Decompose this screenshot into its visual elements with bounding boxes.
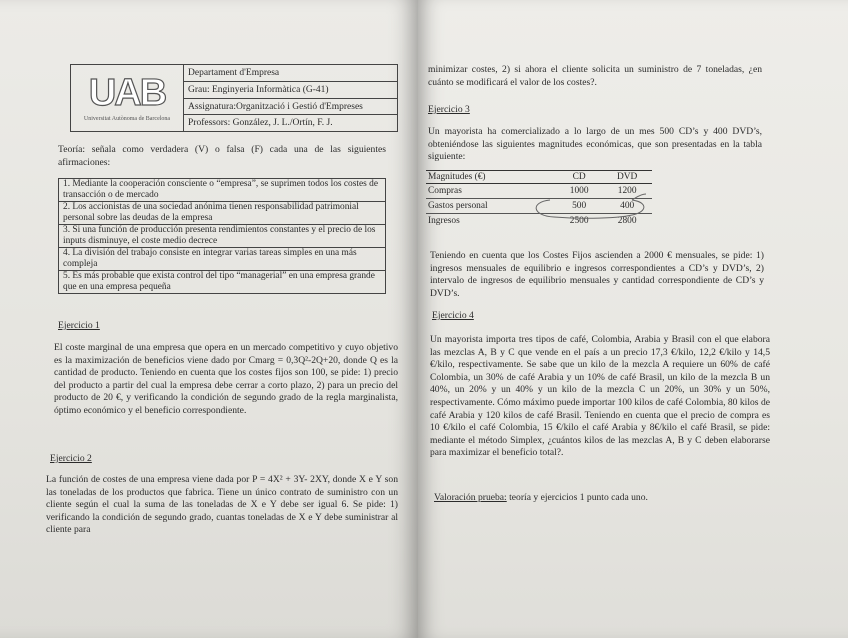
ejercicio-2-title: Ejercicio 2 xyxy=(50,453,92,464)
ejercicio-1-text: El coste marginal de una empresa que opera en un mercado competitivo y cuyo objetivo es la maximización de beneficios viene dado por Cmarg = 0,3Q²-2Q+20, donde Q es la cantidad de producto. Teniendo en cuenta que los costes fijos son 100, se pide: 1) precio del producto a partir del cual la empresa debe cerrar a corto plazo, 2) para un precio del producto de 20 €, y verificando la condición de segundo grado de la regla marginalista, óptimo económico y el beneficio correspondiente. xyxy=(54,342,398,416)
statement-4: 4. La división del trabajo consiste en integrar varias tareas simples en una más compleja xyxy=(59,248,385,271)
subject: Assignatura:Organització i Gestió d'Empreses xyxy=(184,99,397,116)
column-header: Magnitudes (€) xyxy=(426,171,556,184)
valoracion-label: Valoración prueba: xyxy=(434,492,507,503)
table-header-row xyxy=(426,171,652,184)
table-row xyxy=(426,214,652,229)
left-page xyxy=(0,0,418,638)
table-row xyxy=(426,199,652,214)
ejercicio-3-title: Ejercicio 3 xyxy=(428,104,470,115)
professors: Professors: González, J. L./Ortín, F. J. xyxy=(188,118,333,129)
ejercicio-4-title: Ejercicio 4 xyxy=(432,310,474,321)
true-false-statements xyxy=(58,178,386,294)
statement-1: 1. Mediante la cooperación consciente o “empresa”, se suprimen todos los costes de transacción o de mercado xyxy=(59,179,385,202)
ejercicio-3-intro: Un mayorista ha comercializado a lo largo de un mes 500 CD’s y 400 DVD’s, obteniéndose las siguientes magnitudes económicas, que son presentadas en la tabla siguiente: xyxy=(428,126,762,163)
uab-logo-mark: UAB xyxy=(88,72,166,114)
ejercicio-4-text: Un mayorista importa tres tipos de café, Colombia, Arabia y Brasil con el que elabora las mezclas A, B y C que vende en el país a un precio 17,3 €/kilo, 12,2 €/kilo y 14,5 €/kilo, respectivamente. Se sabe que un kilo de la mezcla A requiere un 60% de café Colombia, un 30% de café Arabia y un 10% de café Brasil, un kilo de la mezcla B un 40%, un 20% y un 40% y un kilo de la mezcla C un 20%, un 30% y un 50%, respectivamente. Cómo máximo puede importar 100 kilos de café Colombia, 80 kilos de café Arabia y 120 kilos de café Brasil. Teniendo en cuenta que el precio de compra es 10 €/kilo el café Colombia, 15 €/kilo el café Arabia y 8€/kilo el café Brasil, se pide: mediante el método Simplex, ¿cuántos kilos de las mezclas A, B y C deben elaborarse para maximizar el beneficio total?. xyxy=(430,334,770,459)
ejercicio-1-title: Ejercicio 1 xyxy=(58,320,100,331)
logo-caption: Universitat Autònoma de Barcelona xyxy=(83,116,171,122)
ejercicio-3-text: Teniendo en cuenta que los Costes Fijos ascienden a 2000 € mensuales, se pide: 1) ingresos mensuales de equilibrio e ingresos correspondientes a CD’s y DVD’s, 2) intervalo de ingresos de equilibrio mensuales y cantidad correspondiente de CD’s y DVD’s. xyxy=(430,250,764,299)
header-info xyxy=(184,65,397,131)
table-cell: Ingresos xyxy=(428,216,460,226)
department: Departament d'Empresa xyxy=(184,65,397,82)
table-cell: 500 xyxy=(556,199,602,214)
magnitudes-table xyxy=(426,170,652,228)
table-cell: 1000 xyxy=(556,184,602,199)
degree: Grau: Enginyeria Informàtica (G-41) xyxy=(184,82,397,99)
right-page xyxy=(418,0,848,638)
table-cell: 1200 xyxy=(602,184,652,199)
valoracion xyxy=(434,492,768,505)
exam-header xyxy=(70,64,398,132)
table-cell: Compras xyxy=(426,184,556,199)
statement-2: 2. Los accionistas de una sociedad anónima tienen responsabilidad patrimonial personal sobre las deudas de la empresa xyxy=(59,202,385,225)
teoria-intro: Teoría: señala como verdadera (V) o falsa (F) cada una de las siguientes afirmaciones: xyxy=(58,144,386,168)
statement-5: 5. Es más probable que exista control del tipo “managerial” en una empresa grande que en una empresa pequeña xyxy=(63,271,375,292)
table-cell: 2500 xyxy=(569,216,589,226)
column-header: DVD xyxy=(602,171,652,184)
university-logo xyxy=(71,65,184,131)
ejercicio-2-continuation: minimizar costes, 2) si ahora el cliente solicita un suministro de 7 toneladas, ¿en cuánto se modificará el valor de los costes?. xyxy=(428,64,762,88)
column-header: CD xyxy=(556,171,602,184)
ejercicio-2-text: La función de costes de una empresa viene dada por P = 4X² + 3Y- 2XY, donde X e Y son las toneladas de los productos que fabrica. Tiene un único contrato de suministro con un cliente según el cual la suma de las toneladas de X e Y debe ser igual 6. Se pide: 1) verificando la condición de segundo grado, cuantas toneladas de X e Y debe suministrar al cliente para xyxy=(46,474,398,536)
valoracion-text: teoría y ejercicios 1 punto cada uno. xyxy=(506,492,648,503)
table-cell: Gastos personal xyxy=(426,199,556,214)
table-row xyxy=(426,184,652,199)
table-cell: 400 xyxy=(602,199,652,214)
statement-3: 3. Si una función de producción presenta rendimientos constantes y el precio de los inputs disminuye, el coste medio decrece xyxy=(59,225,385,248)
table-cell: 2800 xyxy=(617,216,637,226)
